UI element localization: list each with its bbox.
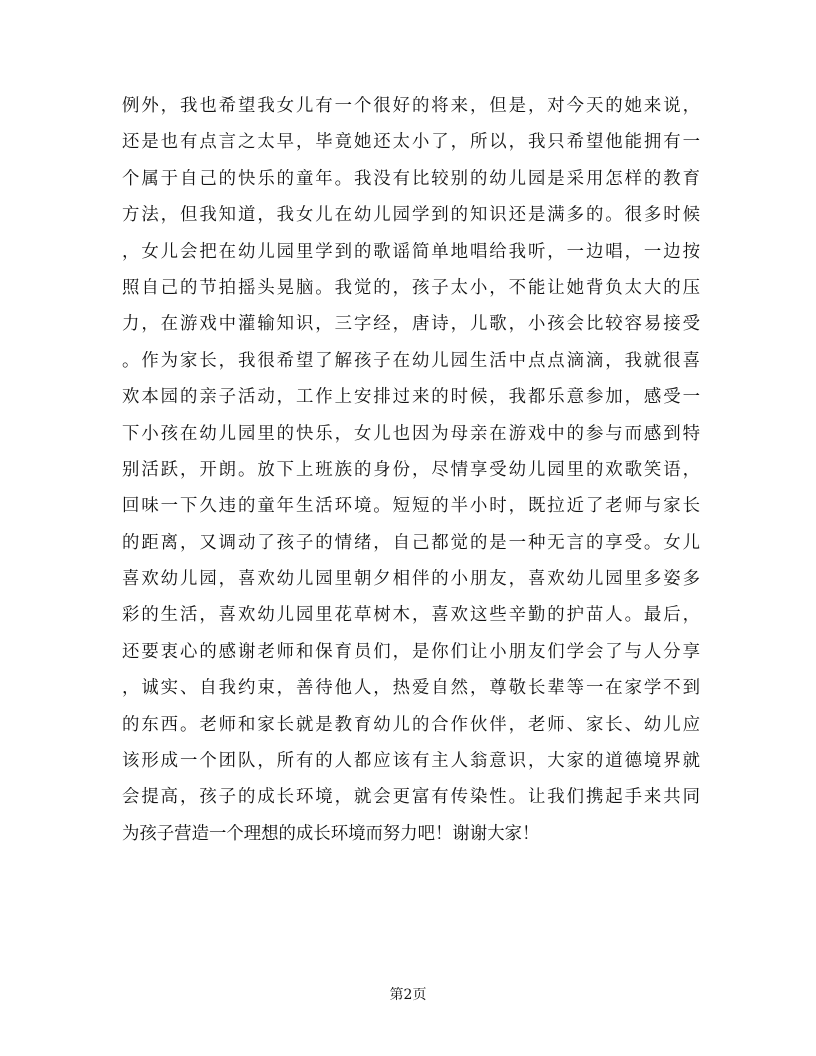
text-line: 照自己的节拍摇头晃脑。我觉的，孩子太小，不能让她背负太大的压 (122, 277, 700, 298)
text-line-last: 为孩子营造一个理想的成长环境而努力吧！谢谢大家！ (122, 823, 540, 844)
text-line: 个属于自己的快乐的童年。我没有比较别的幼儿园是采用怎样的教育 (122, 168, 700, 189)
text-line: 的距离，又调动了孩子的情绪，自己都觉的是一种无言的享受。女儿 (122, 532, 700, 553)
text-line: 喜欢幼儿园，喜欢幼儿园里朝夕相伴的小朋友，喜欢幼儿园里多姿多 (122, 569, 700, 590)
text-line: 的东西。老师和家长就是教育幼儿的合作伙伴，老师、家长、幼儿应 (122, 714, 700, 735)
text-line: 彩的生活，喜欢幼儿园里花草树木，喜欢这些辛勤的护苗人。最后， (122, 605, 700, 626)
text-line: 力，在游戏中灌输知识，三字经，唐诗，儿歌，小孩会比较容易接受 (122, 314, 700, 335)
text-line: 例外，我也希望我女儿有一个很好的将来，但是，对今天的她来说， (122, 96, 700, 116)
text-line: 还是也有点言之太早，毕竟她还太小了，所以，我只希望他能拥有一 (122, 132, 700, 153)
text-line: 方法，但我知道，我女儿在幼儿园学到的知识还是满多的。很多时候 (122, 205, 700, 226)
text-line: 还要衷心的感谢老师和保育员们，是你们让小朋友们学会了与人分享 (122, 641, 700, 662)
text-line: 会提高，孩子的成长环境，就会更富有传染性。让我们携起手来共同 (122, 787, 700, 808)
text-line: 。作为家长，我很希望了解孩子在幼儿园生活中点点滴滴，我就很喜 (122, 350, 700, 371)
text-line: ，诚实、自我约束，善待他人，热爱自然，尊敬长辈等一在家学不到 (122, 678, 700, 699)
text-line: 该形成一个团队，所有的人都应该有主人翁意识，大家的道德境界就 (122, 751, 700, 772)
text-line: 下小孩在幼儿园里的快乐，女儿也因为母亲在游戏中的参与而感到特 (122, 423, 700, 444)
text-line: 回味一下久违的童年生活环境。短短的半小时，既拉近了老师与家长 (122, 496, 700, 517)
body-paragraph (122, 88, 700, 852)
text-line: 欢本园的亲子活动，工作上安排过来的时候，我都乐意参加，感受一 (122, 387, 700, 408)
text-line: 别活跃，开朗。放下上班族的身份，尽情享受幼儿园里的欢歌笑语， (122, 459, 700, 480)
page-number: 第2页 (389, 987, 427, 1003)
text-line: ，女儿会把在幼儿园里学到的歌谣简单地唱给我听，一边唱，一边按 (122, 241, 700, 262)
